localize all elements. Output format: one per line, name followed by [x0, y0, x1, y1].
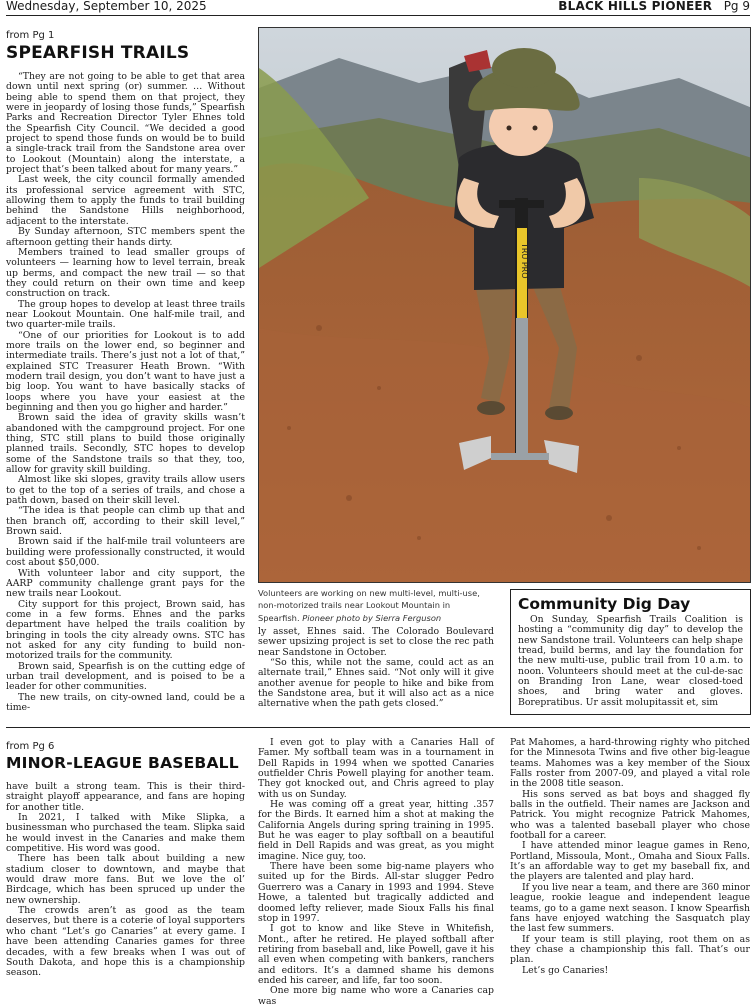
caption-text: Volunteers are working on new multi-level, multi-use, non-motorized trails near Lookout Mountain in Spearfish. [258, 588, 480, 623]
paragraph: Last week, the city council formally amended its professional service agreement with STC, allowing them to apply the funds to trail building behind the Sandstone Hills neighborhood, adjacent to the interstate. [6, 174, 245, 227]
box-text [518, 615, 743, 708]
paper-name: BLACK HILLS PIONEER [558, 0, 713, 13]
paragraph: “One of our priorities for Lookout is to add more trails on the lower end, so beginner and intermediate trails. There’s just not a lot of that,” explained STC Treasurer Heath Brown. “With modern trail design, you don’t want to have just a big loop. You want to have basically stacks of loops where you have your easiest at the beginning and then you go higher and harder.” [6, 329, 245, 413]
paragraph: With volunteer labor and city support, the AARP community challenge grant pays for the new trails near Lookout. [6, 567, 245, 600]
paragraph: “So this, while not the same, could act as an alternate trail,” Ehnes said. “Not only will it give another avenue for people to hike and bike from the Sandstone area, but it will also act as a nice alternative when the path gets closed.” [258, 657, 494, 710]
paragraph: There has been talk about building a new stadium closer to downtown, and maybe that would draw more fans. But we love the ol’ Birdcage, which has been spruced up under the new ownership. [6, 853, 245, 906]
community-dig-day-box [510, 589, 751, 715]
paragraph: Almost like ski slopes, gravity trails allow users to get to the top of a series of trails, and chose a path down, based on their skill level. [6, 474, 245, 507]
paragraph: If your team is still playing, root them on as they chase a championship this fall. That’s our plan. [510, 933, 750, 966]
paragraph: Brown said if the half-mile trail volunteers are building were professionally constructed, it would cost about $50,000. [6, 536, 245, 569]
story2-kicker: from Pg 6 [6, 741, 55, 752]
paragraph: Brown said the idea of gravity skills wasn’t abandoned with the campground project. For one thing, STC still plans to build those originally planned trails. Secondly, STC hopes to develop some of the Sandstone trails so that they, too, allow for gravity skill building. [6, 412, 245, 476]
story2-column-1 [6, 782, 245, 979]
paragraph: He was coming off a great year, hitting .357 for the Birds. It earned him a shot at making the California Angels during spring training in 1995. But he was eager to play softball on a beautiful field in Dell Rapids and was great, as you might imagine. Nice guy, too. [258, 799, 494, 862]
box-title: Community Dig Day [518, 595, 691, 613]
header-rule [6, 15, 750, 16]
photo-credit: Pioneer photo by Sierra Ferguson [302, 612, 442, 623]
story1-column-2 [258, 627, 494, 710]
story1-kicker: from Pg 1 [6, 30, 55, 41]
paragraph: “They are not going to be able to get that area down until next spring (or) summer. … Without being able to spend them on that project, they were in jeopardy of losing those funds,” Spearfish Parks and Recreation Director Tyler Ehnes told the Spearfish City Council. “We decided a good project to spend those funds on would be to build a single-track trail from the Sandstone area over to Lookout (Mountain) along the interstate, a project that’s been talked about for many years.” [6, 72, 245, 176]
paragraph: One more big name who wore a Canaries cap was [258, 985, 494, 1007]
paragraph: Pat Mahomes, a hard-throwing righty who pitched for the Minnesota Twins and five other big-league teams. Mahomes was a key member of the Sioux Falls roster from 2007-09, and played a vital role in the 2008 title season. [510, 737, 750, 790]
paragraph: The crowds aren’t as good as the team deserves, but there is a coterie of loyal supporters who chant “Let’s go Canaries” at every game. I have been attending Canaries games for three decades, with a few breaks when I was out of South Dakota, and hope this is a championship season. [6, 905, 245, 979]
trail-photo-illustration [259, 28, 751, 583]
paragraph: Let’s go Canaries! [522, 964, 609, 976]
paragraph: Brown said, Spearfish is on the cutting edge of urban trail development, and is poised to be a leader for other communities. [6, 660, 245, 693]
paragraph: There have been some big-name players who suited up for the Birds. All-star slugger Pedro Guerrero was a Canary in 1993 and 1994. Steve Howe, a talented but tragically addicted and doomed lefty reliever, made Sioux Falls his final stop in 1997. [258, 861, 494, 924]
story2-column-2 [258, 738, 494, 1007]
header-masthead [558, 0, 750, 13]
page-number: Pg 9 [723, 0, 750, 13]
header-date: Wednesday, September 10, 2025 [6, 0, 207, 13]
paragraph: I got to know and like Steve in Whitefish, Mont., after he retired. He played softball after retiring from baseball and, like Powell, gave it his all even when competing with bankers, ranchers and editors. It’s a damned shame his demons ended his career, and life, far too soon. [258, 923, 494, 986]
paragraph: “The idea is that people can climb up that and then branch off, according to their skill level,” Brown said. [6, 505, 245, 538]
paragraph: I have attended minor league games in Reno, Portland, Missoula, Mont., Omaha and Sioux Falls. It’s an affordable way to get my baseball fix, and the players are talented and play hard. [510, 840, 750, 883]
paragraph: I even got to play with a Canaries Hall of Famer. My softball team was in a tournament in Dell Rapids in 1994 when we spotted Canaries outfielder Chris Powell playing for another team. They got knocked out, and Chris agreed to play with us on Sunday. [258, 737, 494, 800]
paragraph: ly asset, Ehnes said. The Colorado Boulevard sewer upsizing project is set to close the rec path near Sandstone in October. [258, 626, 494, 658]
paragraph: City support for this project, Brown said, has come in a few forms. Ehnes and the parks department have helped the trails coalition by bringing in tools the city already owns. STC has not asked for any city funding to build non-motorized trails for the community. [6, 598, 245, 662]
story2-column-3 [510, 738, 750, 976]
story1-headline: SPEARFISH TRAILS [6, 43, 190, 63]
paragraph: His sons served as bat boys and shagged fly balls in the outfield. Their names are Jackson and Patrick. You might recognize Patrick Mahomes, who was a talented baseball player who chose football for a career. [510, 788, 750, 842]
trail-photo [258, 27, 751, 583]
paragraph: In 2021, I talked with Mike Slipka, a businessman who purchased the team. Slipka said he would invest in the Canaries and make them competitive. His word was good. [6, 812, 245, 855]
paragraph: If you live near a team, and there are 360 minor league, rookie league and independent league teams, go to a game next season. I know Spearfish fans have enjoyed watching the Sasquatch play the last few summers. [510, 881, 750, 935]
paragraph: By Sunday afternoon, STC members spent the afternoon getting their hands dirty. [6, 226, 245, 248]
paragraph: Members trained to lead smaller groups of volunteers — learning how to level terrain, break up berms, and compact the new trail — so that they could return on their own time and keep construction on track. [6, 246, 245, 300]
paragraph: The group hopes to develop at least three trails near Lookout Mountain. One half-mile trail, and two quarter-mile trails. [6, 298, 245, 331]
story1-column-1 [6, 72, 245, 717]
story2-headline: MINOR-LEAGUE BASEBALL [6, 754, 239, 772]
paragraph: have built a strong team. This is their third-straight playoff appearance, and fans are hoping for another title. [6, 781, 245, 813]
paragraph: The new trails, on city-owned land, could be a time- [6, 691, 245, 713]
photo-caption [258, 587, 494, 624]
paragraph: On Sunday, Spearfish Trails Coalition is hosting a “community dig day” to develop the new Sandstone trail. Volunteers can help shape tread, build berms, and lay the foundation for the new multi-use, public trail from 10 a.m. to noon. Volunteers should meet at the cul-de-sac on Branding Iron Lane, wear closed-toed shoes, and bring water and gloves. Borepratibus. Ur assit molupitassit et, sim [518, 614, 743, 708]
handle-label: TRU PRO [520, 243, 529, 279]
section-divider [6, 727, 750, 728]
